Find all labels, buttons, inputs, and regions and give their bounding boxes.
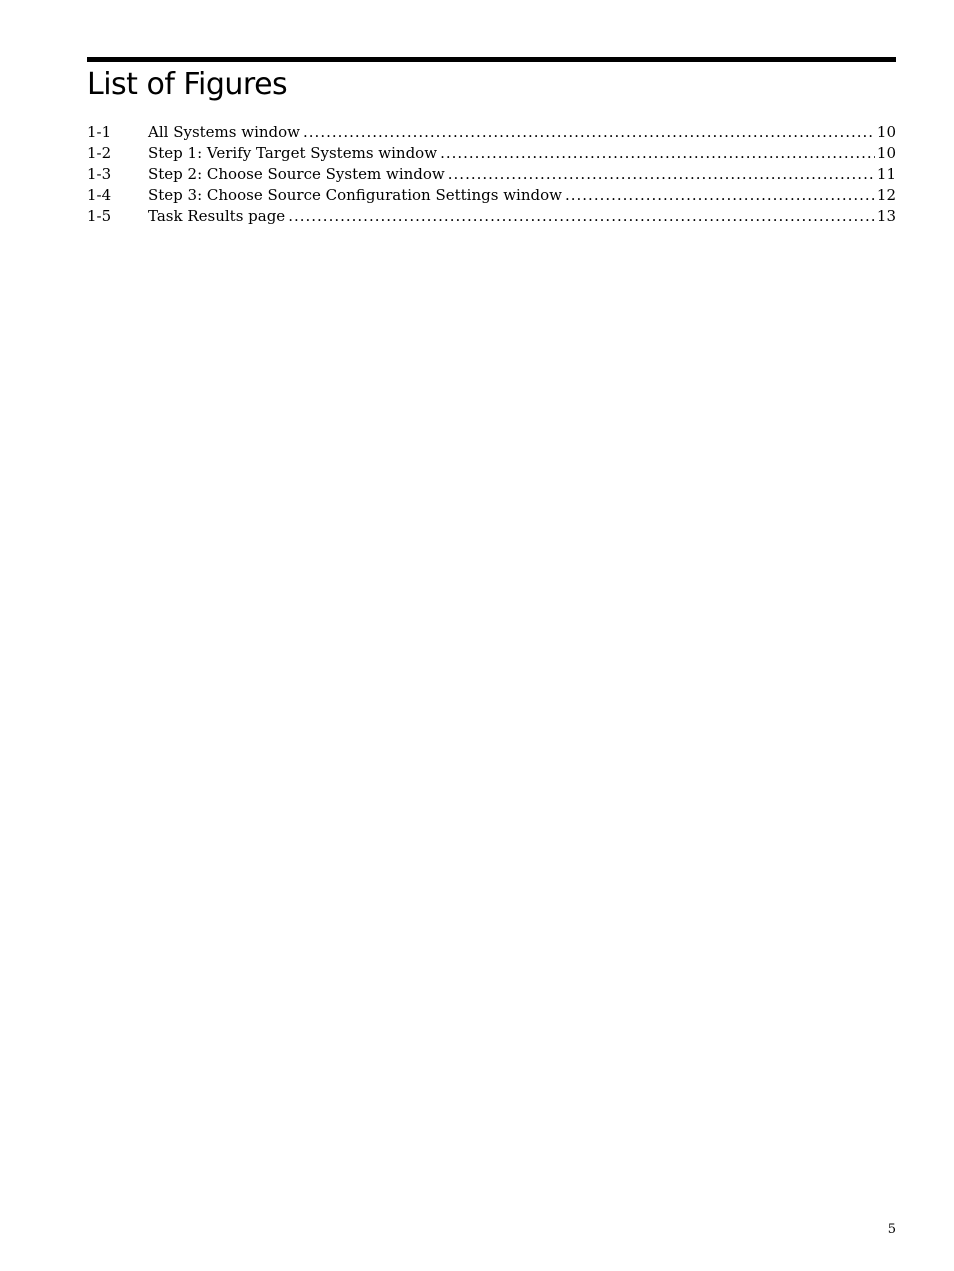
- list-item[interactable]: [87, 164, 896, 185]
- dot-leader: [303, 122, 875, 143]
- figure-number: 1-2: [87, 144, 112, 162]
- figure-number: 1-5: [87, 207, 112, 225]
- page-number: 5: [887, 1222, 896, 1237]
- figure-page: 13: [876, 207, 896, 225]
- figure-title: All Systems window: [148, 123, 301, 141]
- figure-title: Step 3: Choose Source Configuration Settings window: [148, 186, 562, 204]
- figure-number: 1-3: [87, 165, 112, 183]
- list-item[interactable]: [87, 143, 896, 164]
- figure-page: 10: [876, 123, 896, 141]
- figure-number: 1-1: [87, 123, 112, 141]
- dot-leader: [448, 164, 875, 185]
- figure-page: 11: [876, 165, 896, 183]
- dot-leader: [565, 185, 875, 206]
- page-title: List of Figures: [87, 67, 288, 102]
- top-rule: [87, 57, 896, 62]
- dot-leader: [288, 206, 875, 227]
- list-item[interactable]: [87, 185, 896, 206]
- figure-number: 1-4: [87, 186, 112, 204]
- list-item[interactable]: [87, 122, 896, 143]
- figure-title: Task Results page: [148, 207, 286, 225]
- dot-leader: [440, 143, 875, 164]
- figure-title: Step 2: Choose Source System window: [148, 165, 445, 183]
- list-item[interactable]: [87, 206, 896, 227]
- figure-page: 10: [876, 144, 896, 162]
- figure-title: Step 1: Verify Target Systems window: [148, 144, 438, 162]
- figure-page: 12: [876, 186, 896, 204]
- figure-list: [87, 122, 896, 227]
